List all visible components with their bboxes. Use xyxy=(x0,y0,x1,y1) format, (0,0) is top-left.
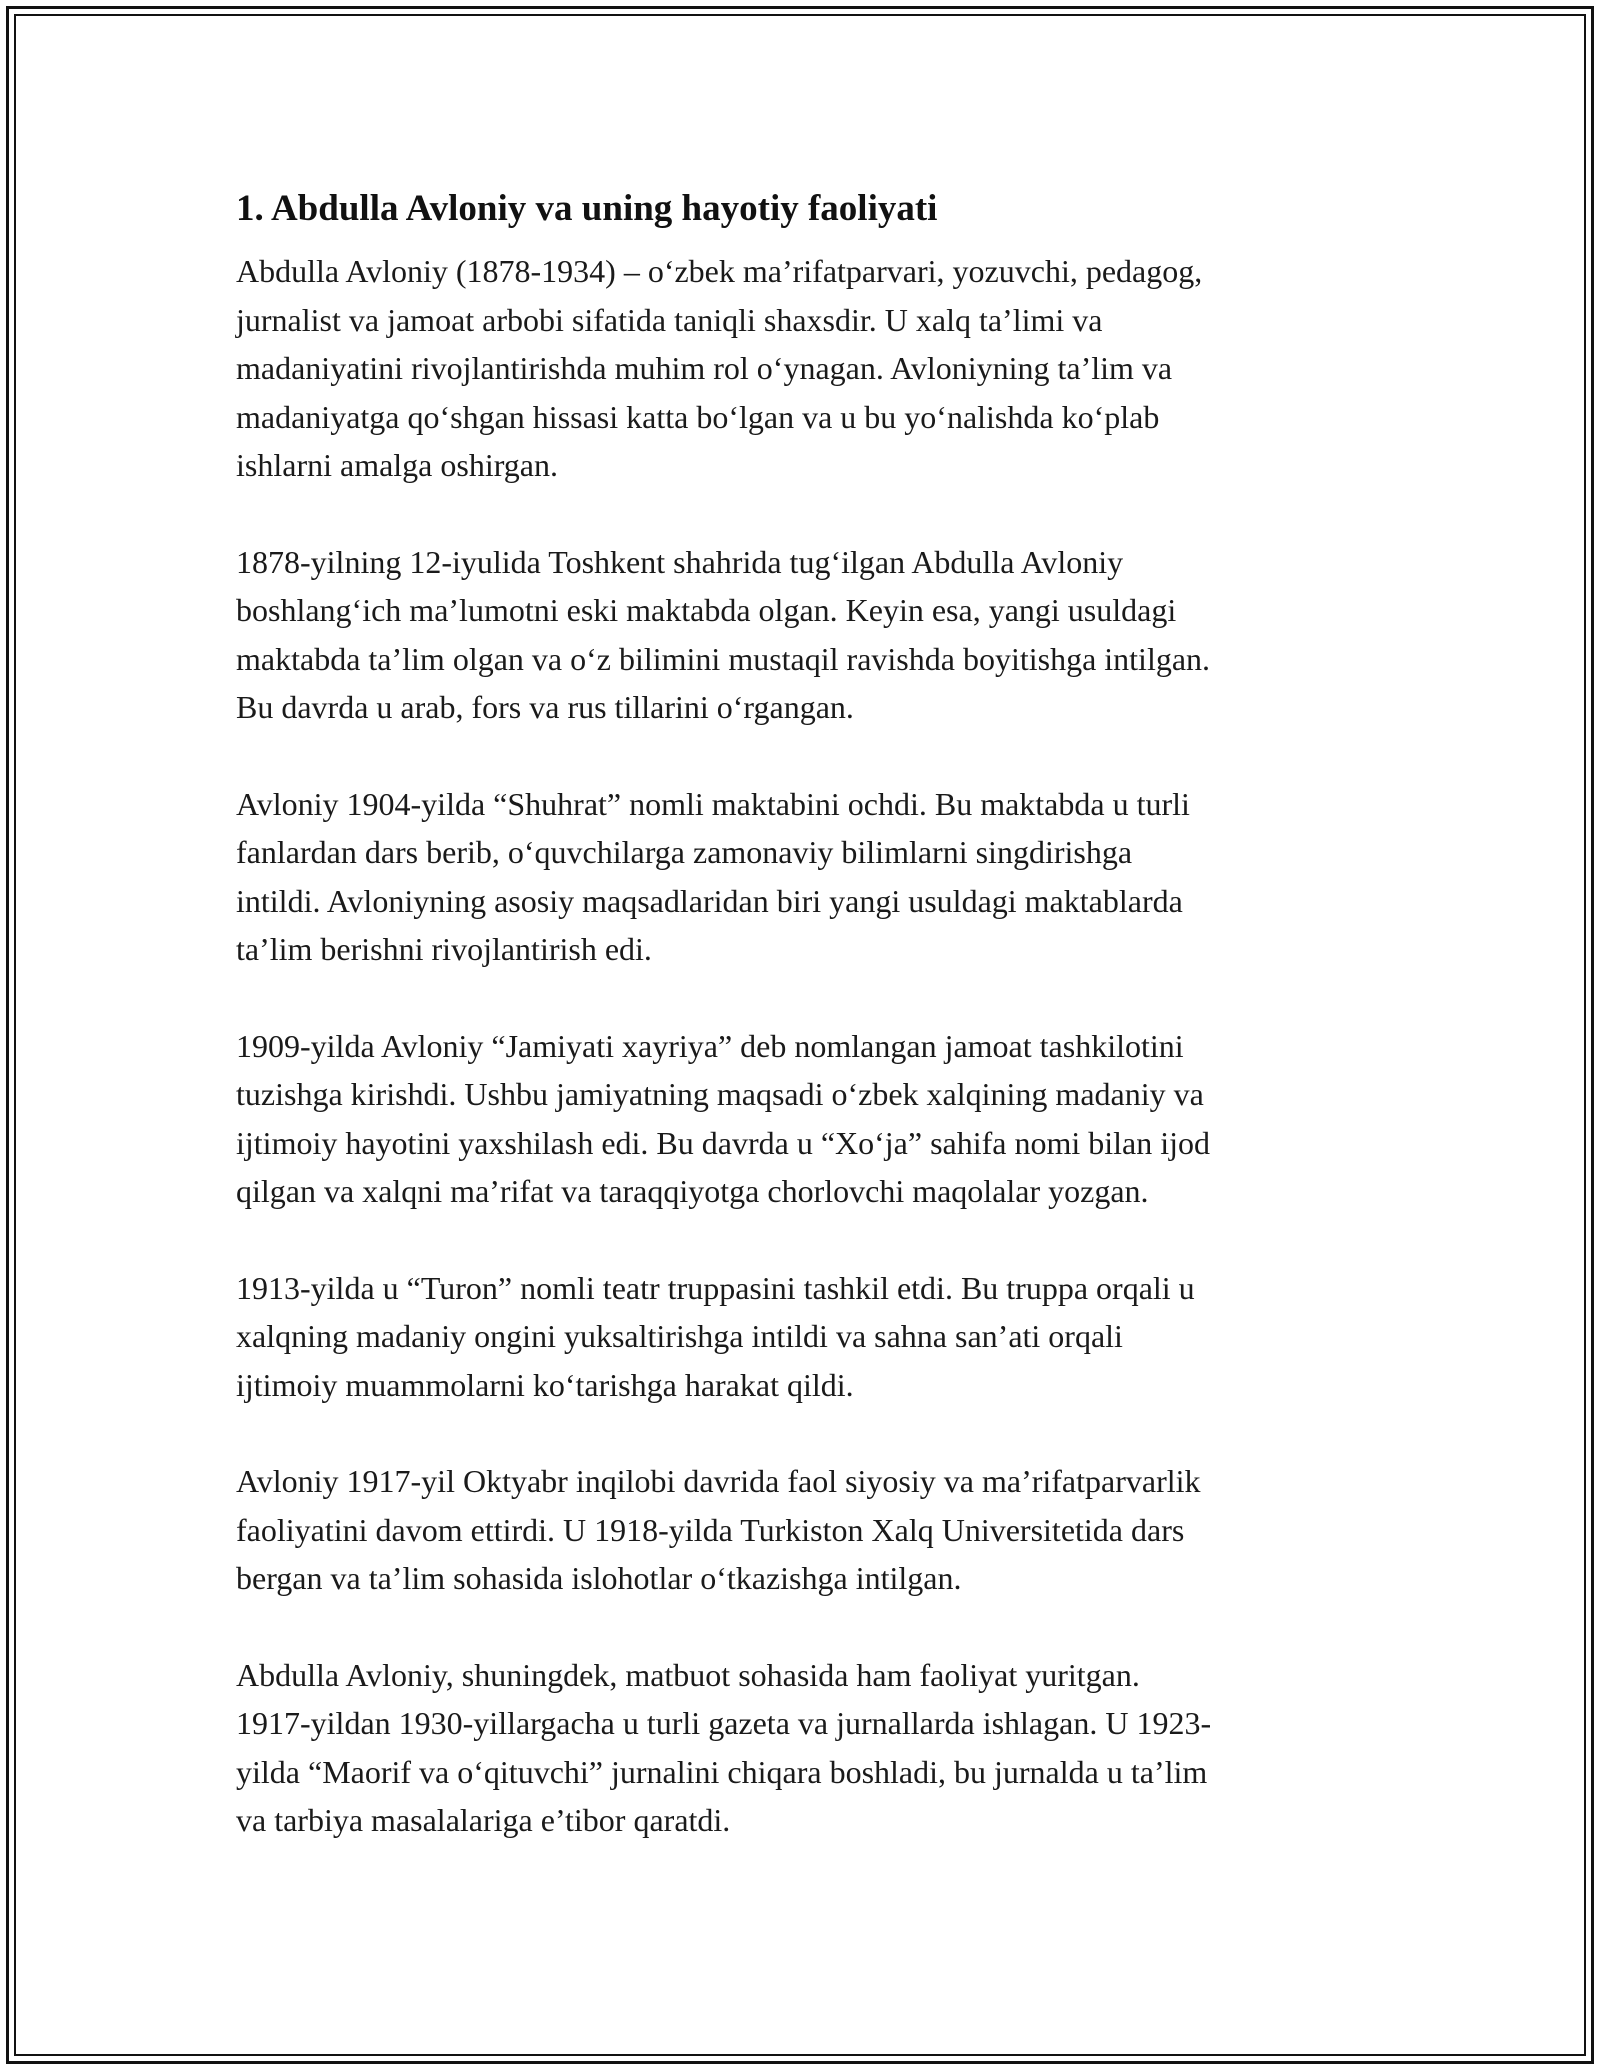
section-heading: 1. Abdulla Avloniy va uning hayotiy faoliyati xyxy=(236,188,938,229)
document-body xyxy=(236,185,1356,1893)
paragraph-line: Bu davrda u arab, fors va rus tillarini o‘rgangan. xyxy=(236,689,854,725)
paragraph-line: jurnalist va jamoat arbobi sifatida taniqli shaxsdir. U xalq ta’limi va xyxy=(236,301,1103,338)
paragraph-line: ta’lim berishni rivojlantirish edi. xyxy=(236,931,652,967)
paragraph-line: xalqning madaniy ongini yuksaltirishga intildi va sahna san’ati orqali xyxy=(236,1318,1123,1354)
paragraph-line: madaniyatini rivojlantirishda muhim rol o‘ynagan. Avloniyning ta’lim va xyxy=(236,350,1173,386)
paragraph-line: maktabda ta’lim olgan va o‘z bilimini mustaqil ravishda boyitishga intilgan. xyxy=(236,640,1211,677)
paragraph-container xyxy=(236,247,1356,1845)
paragraph-line: bergan va ta’lim sohasida islohotlar o‘tkazishga intilgan. xyxy=(236,1560,962,1596)
paragraph-line: Abdulla Avloniy, shuningdek, matbuot sohasida ham faoliyat yuritgan. xyxy=(236,1656,1140,1693)
paragraph-4 xyxy=(236,1022,1356,1216)
paragraph-line: ijtimoiy muammolarni ko‘tarishga harakat qildi. xyxy=(236,1366,854,1403)
paragraph-line: intildi. Avloniyning asosiy maqsadlaridan biri yangi usuldagi maktablarda xyxy=(236,882,1183,919)
paragraph-line: qilgan va xalqni ma’rifat va taraqqiyotga chorlovchi maqolalar yozgan. xyxy=(236,1173,1149,1209)
paragraph-1 xyxy=(236,247,1356,490)
paragraph-line: 1878-yilning 12-iyulida Toshkent shahrida tug‘ilgan Abdulla Avloniy xyxy=(236,543,1124,580)
paragraph-line: ijtimoiy hayotini yaxshilash edi. Bu davrda u “Xo‘ja” sahifa nomi bilan ijod xyxy=(236,1124,1211,1161)
paragraph-line: 1913-yilda u “Turon” nomli teatr truppasini tashkil etdi. Bu truppa orqali u xyxy=(236,1269,1195,1306)
paragraph-line: tuzishga kirishdi. Ushbu jamiyatning maqsadi o‘zbek xalqining madaniy va xyxy=(236,1076,1204,1112)
paragraph-3 xyxy=(236,780,1356,974)
paragraph-line: 1917-yildan 1930-yillargacha u turli gazeta va jurnallarda ishlagan. U 1923- xyxy=(236,1705,1212,1741)
paragraph-line: Avloniy 1917-yil Oktyabr inqilobi davrida faol siyosiy va ma’rifatparvarlik xyxy=(236,1463,1201,1499)
paragraph-5 xyxy=(236,1264,1356,1410)
paragraph-line: fanlardan dars berib, o‘quvchilarga zamonaviy bilimlarni singdirishga xyxy=(236,834,1133,870)
paragraph-line: boshlang‘ich ma’lumotni eski maktabda olgan. Keyin esa, yangi usuldagi xyxy=(236,592,1177,628)
paragraph-7 xyxy=(236,1651,1356,1845)
paragraph-line: madaniyatga qo‘shgan hissasi katta bo‘lgan va u bu yo‘nalishda ko‘plab xyxy=(236,398,1160,435)
paragraph-line: Abdulla Avloniy (1878-1934) – o‘zbek ma’rifatparvari, yozuvchi, pedagog, xyxy=(236,253,1203,289)
paragraph-line: va tarbiya masalalariga e’tibor qaratdi. xyxy=(236,1802,731,1838)
paragraph-6 xyxy=(236,1457,1356,1603)
paragraph-line: faoliyatini davom ettirdi. U 1918-yilda Turkiston Xalq Universitetida dars xyxy=(236,1511,1185,1548)
paragraph-line: 1909-yilda Avloniy “Jamiyati xayriya” deb nomlangan jamoat tashkilotini xyxy=(236,1027,1184,1064)
paragraph-line: yilda “Maorif va o‘qituvchi” jurnalini chiqara boshladi, bu jurnalda u ta’lim xyxy=(236,1753,1208,1790)
paragraph-line: Avloniy 1904-yilda “Shuhrat” nomli maktabini ochdi. Bu maktabda u turli xyxy=(236,785,1190,822)
paragraph-2 xyxy=(236,538,1356,732)
paragraph-line: ishlarni amalga oshirgan. xyxy=(236,447,558,483)
